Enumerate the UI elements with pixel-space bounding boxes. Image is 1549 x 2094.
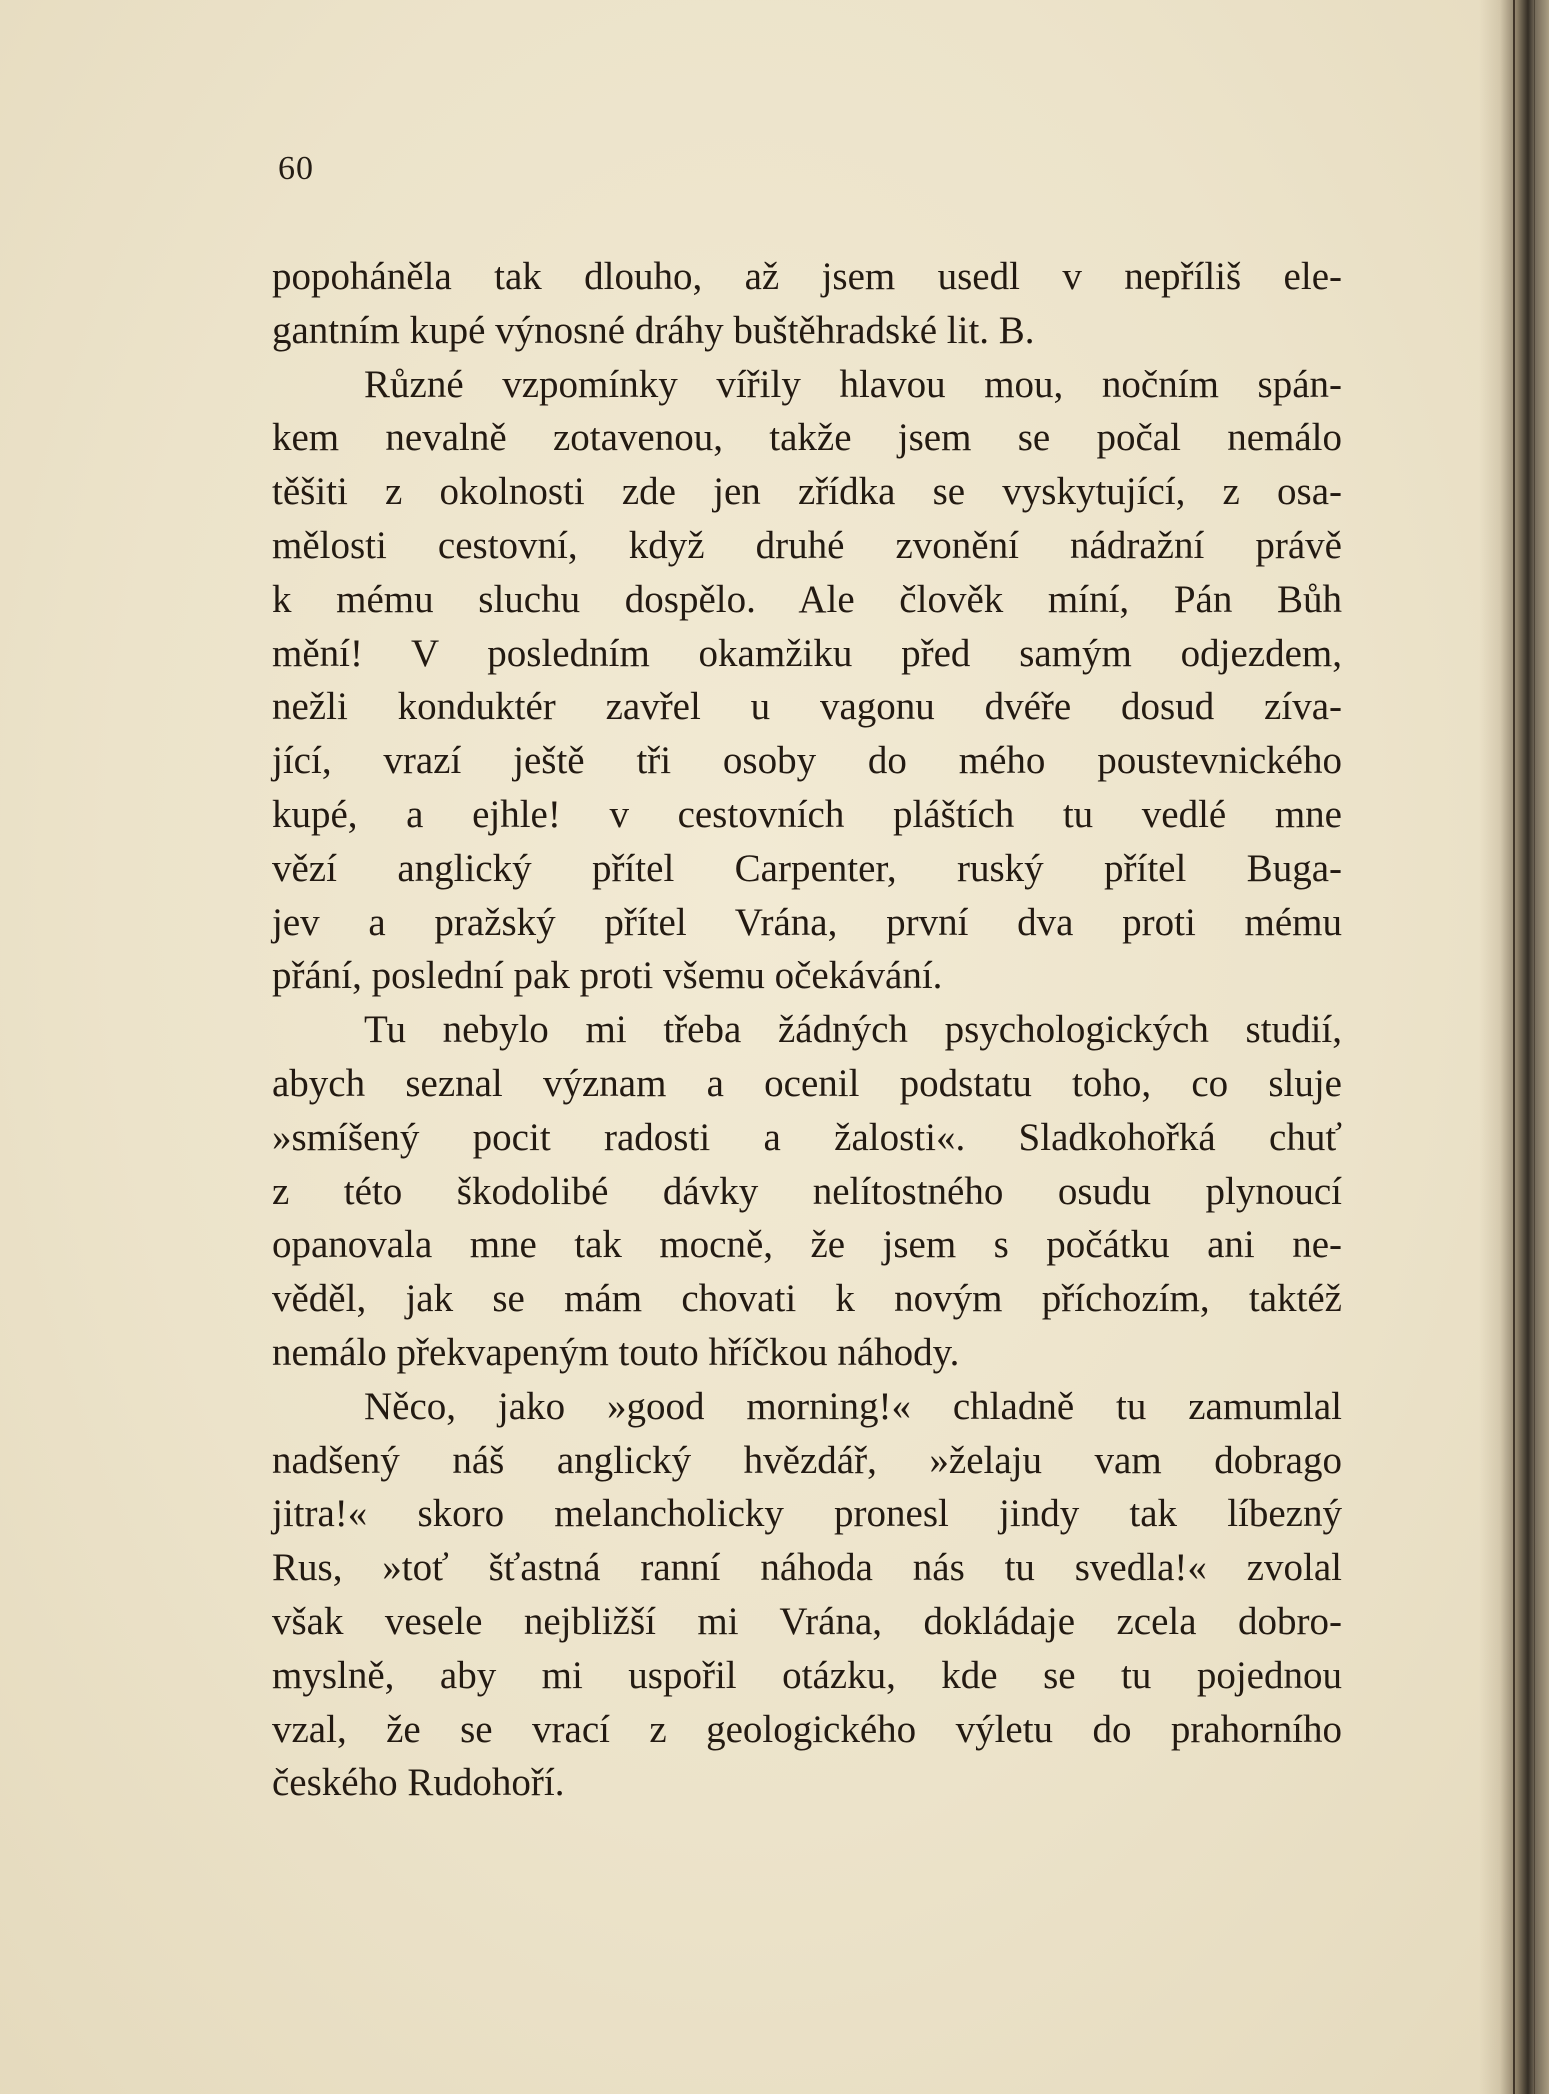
text-line: Různé vzpomínky vířily hlavou mou, nočním spán- [364, 362, 1342, 406]
text-line: gantním kupé výnosné dráhy buštěhradské lit. B. [272, 308, 1035, 352]
text-line: abych seznal význam a ocenil podstatu toho, co sluje [272, 1061, 1342, 1105]
text-line: věděl, jak se mám chovati k novým příchozím, taktéž [272, 1277, 1342, 1321]
text-line: popoháněla tak dlouho, až jsem usedl v nepříliš ele- [272, 255, 1342, 298]
text-line: nemálo překvapeným touto hříčkou náhody. [272, 1330, 960, 1374]
text-line: nežli konduktér zavřel u vagonu dvéře dosud zíva- [272, 685, 1342, 729]
text-line: vězí anglický přítel Carpenter, ruský přítel Buga- [272, 846, 1342, 890]
text-line: Rus, »toť šťastná ranní náhoda nás tu svedla!« zvolal [272, 1546, 1342, 1590]
text-line: Tu nebylo mi třeba žádných psychologických studií, [364, 1008, 1342, 1052]
text-line: mělosti cestovní, když druhé zvonění nádražní právě [272, 523, 1342, 567]
text-line: však vesele nejbližší mi Vrána, dokládaje zcela dobro- [272, 1599, 1342, 1643]
text-line: z této škodolibé dávky nelítostného osudu plynoucí [272, 1169, 1342, 1213]
binding-edge-outer [1534, 0, 1535, 2094]
text-line: opanovala mne tak mocně, že jsem s počátku ani ne- [272, 1223, 1342, 1267]
text-line: vzal, že se vrací z geologického výletu do prahorního [272, 1707, 1342, 1751]
text-line: mění! V posledním okamžiku před samým odjezdem, [272, 631, 1342, 675]
text-line: jitra!« skoro melancholicky pronesl jindy tak líbezný [272, 1492, 1342, 1536]
binding-edge [1513, 0, 1515, 2094]
text-line: kem nevalně zotavenou, takže jsem se počal nemálo [272, 416, 1342, 460]
text-line: přání, poslední pak proti všemu očekávání. [272, 954, 943, 998]
text-line: kupé, a ejhle! v cestovních pláštích tu vedlé mne [272, 792, 1342, 836]
text-line: k mému sluchu dospělo. Ale člověk míní, Pán Bůh [272, 577, 1342, 621]
text-line: jev a pražský přítel Vrána, první dva proti mému [272, 900, 1342, 944]
text-line: jící, vrazí ještě tři osoby do mého poustevnického [272, 739, 1342, 783]
text-line: myslně, aby mi uspořil otázku, kde se tu pojednou [272, 1653, 1342, 1697]
text-line: nadšený náš anglický hvězdář, »želaju vam dobrago [272, 1438, 1342, 1482]
text-line: českého Rudohoří. [272, 1761, 565, 1805]
body-text [272, 250, 1342, 1810]
page-number: 60 [278, 150, 314, 187]
text-line: Něco, jako »good morning!« chladně tu zamumlal [364, 1384, 1342, 1428]
text-line: těšiti z okolnosti zde jen zřídka se vyskytující, z osa- [272, 470, 1342, 514]
text-line: »smíšený pocit radosti a žalosti«. Sladkohořká chuť [272, 1115, 1342, 1159]
